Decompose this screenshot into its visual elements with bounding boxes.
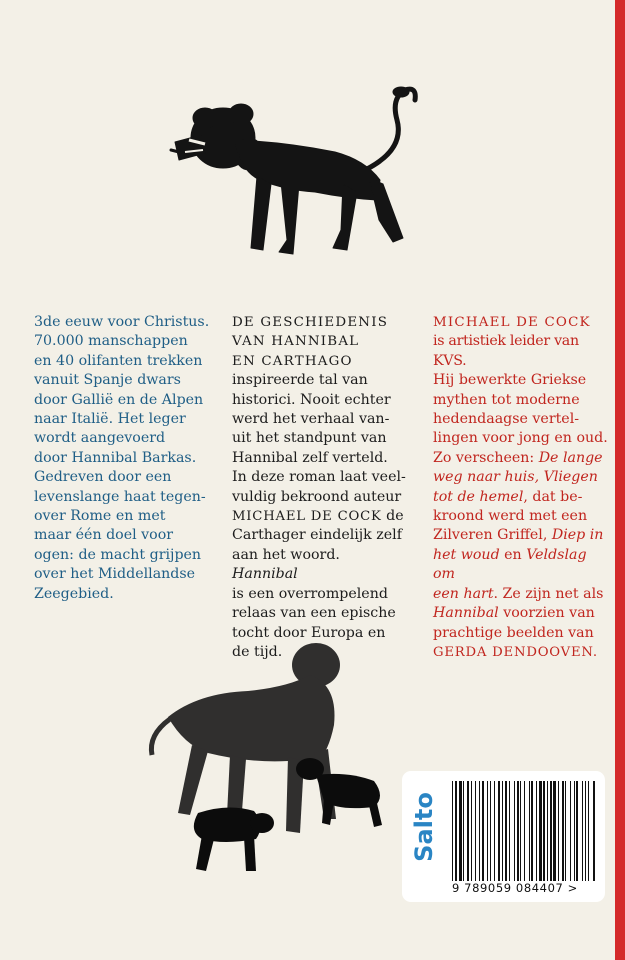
synopsis-line: over Rome en met xyxy=(34,508,166,525)
author-bio-heading: MICHAEL DE COCK xyxy=(433,315,591,330)
barcode-bar xyxy=(553,781,556,881)
bio-line: mythen tot moderne xyxy=(433,391,580,408)
isbn-number: 9 789059 084407 > xyxy=(452,881,578,895)
barcode-bar xyxy=(574,781,575,881)
barcode-bar xyxy=(459,781,462,881)
bio-line: is artistiek leider van KVS. xyxy=(433,333,579,369)
barcode-bar xyxy=(536,781,537,881)
bio-book-title: tot de hemel xyxy=(433,488,524,505)
barcode-bar xyxy=(562,781,564,881)
barcode-bar xyxy=(539,781,542,881)
barcode-bar xyxy=(588,781,589,881)
bio-book-title: het woud xyxy=(433,546,500,563)
barcode-bar xyxy=(565,781,566,881)
bio-text: en xyxy=(499,546,527,563)
history-line: tocht door Europa en xyxy=(232,624,386,641)
history-line: is een overrompelend xyxy=(232,585,388,602)
synopsis-line: door Hannibal Barkas. xyxy=(34,449,197,466)
barcode-bar xyxy=(593,781,595,881)
bio-line xyxy=(433,468,613,487)
synopsis-line: en 40 olifanten trekken xyxy=(34,352,203,369)
synopsis-line: Zeegebied. xyxy=(34,585,114,602)
bio-book-title: Diep in xyxy=(551,527,604,544)
bio-line xyxy=(433,449,613,468)
synopsis-line: maar één doel voor xyxy=(34,527,174,544)
barcode-bar xyxy=(529,781,530,881)
bio-text: Zilveren Griffel, xyxy=(433,527,552,544)
publisher-logo xyxy=(408,791,440,863)
barcode-bar xyxy=(498,781,500,881)
bio-line: prachtige beelden van xyxy=(433,624,594,641)
barcode-bar xyxy=(547,781,548,881)
bio-book-title: De lange xyxy=(538,449,603,466)
synopsis-line: wordt aangevoerd xyxy=(34,430,166,447)
illustrator-name: GERDA DENDOOVEN. xyxy=(433,644,598,660)
bio-line xyxy=(433,546,613,585)
bio-line xyxy=(433,488,613,507)
history-line: historici. Nooit echter xyxy=(232,391,391,408)
barcode-bar xyxy=(585,781,586,881)
history-text: de xyxy=(381,508,404,525)
barcode-bar xyxy=(517,781,519,881)
barcode-bar xyxy=(463,781,464,881)
barcode-bar xyxy=(482,781,484,881)
history-line: vuldig bekroond auteur xyxy=(232,488,402,505)
history-heading-line: DE GESCHIEDENIS xyxy=(232,315,389,330)
bio-text: voorzien van xyxy=(498,605,595,622)
book-title: Hannibal xyxy=(232,566,298,583)
bio-text: , dat be- xyxy=(523,488,583,505)
history-line-author xyxy=(232,507,417,526)
barcode-bar xyxy=(505,781,507,881)
barcode-bar xyxy=(570,781,571,881)
barcode-bar xyxy=(494,781,495,881)
barcode-bar xyxy=(471,781,472,881)
history-heading-line: EN CARTHAGO xyxy=(232,353,353,369)
barcode-bar xyxy=(582,781,583,881)
bio-book-title: Veldslag om xyxy=(433,546,587,583)
synopsis-line: 3de eeuw voor Christus. xyxy=(34,314,210,330)
barcode-bar xyxy=(502,781,503,881)
history-line-title xyxy=(232,565,417,584)
history-column xyxy=(232,313,417,662)
isbn-barcode xyxy=(450,781,598,883)
bio-text: . Ze zijn net als xyxy=(493,585,604,602)
lioness-and-cubs-illustration xyxy=(138,635,398,895)
synopsis-line: naar Italië. Het leger xyxy=(34,411,186,428)
barcode-bar xyxy=(524,781,525,881)
history-line: de tijd. xyxy=(232,643,283,660)
synopsis-line: 70.000 manschappen xyxy=(34,333,188,350)
synopsis-line: vanuit Spanje dwars xyxy=(34,372,181,389)
history-heading-line: VAN HANNIBAL xyxy=(232,334,360,350)
bio-book-title: een hart xyxy=(433,585,494,602)
history-line: uit het standpunt van xyxy=(232,430,387,447)
synopsis-line: ogen: de macht grijpen xyxy=(34,546,202,563)
author-name: MICHAEL DE COCK xyxy=(232,509,382,525)
synopsis-line: over het Middellandse xyxy=(34,566,196,583)
lion-illustration xyxy=(165,80,455,280)
barcode-bar xyxy=(558,781,559,881)
barcode-bar xyxy=(514,781,515,881)
bio-line: lingen voor jong en oud. xyxy=(433,430,608,447)
barcode-bar xyxy=(490,781,491,881)
history-line: Hannibal zelf verteld. xyxy=(232,449,388,466)
barcode-bar xyxy=(550,781,552,881)
bio-line xyxy=(433,585,613,604)
red-spine-bar xyxy=(615,0,625,960)
bio-book-title: weg naar huis, Vliegen xyxy=(433,469,598,486)
barcode-bar xyxy=(509,781,510,881)
barcode-bar xyxy=(455,781,457,881)
bio-line: hedendaagse vertel- xyxy=(433,411,580,428)
history-line: Carthager eindelijk zelf xyxy=(232,527,402,544)
barcode-bar xyxy=(479,781,480,881)
barcode-bar xyxy=(452,781,453,881)
barcode-bar xyxy=(543,781,545,881)
author-bio-column xyxy=(433,313,613,662)
bio-line xyxy=(433,604,613,623)
synopsis-column xyxy=(34,313,219,604)
barcode-bar xyxy=(487,781,488,881)
bio-line: Hij bewerkte Griekse xyxy=(433,372,587,389)
bio-line xyxy=(433,526,613,545)
barcode-bar xyxy=(467,781,469,881)
history-line: relaas van een epische xyxy=(232,605,396,622)
history-line: In deze roman laat veel- xyxy=(232,469,406,486)
barcode-bar xyxy=(520,781,521,881)
bio-line: kroond werd met een xyxy=(433,508,588,525)
synopsis-line: door Gallië en de Alpen xyxy=(34,391,204,408)
bio-text: Zo verscheen: xyxy=(433,449,539,466)
barcode-bar xyxy=(531,781,533,881)
bio-book-title: Hannibal xyxy=(433,605,499,622)
publisher-name: Salto xyxy=(410,792,439,862)
synopsis-line: levenslange haat tegen- xyxy=(34,488,206,505)
history-line: inspireerde tal van xyxy=(232,372,368,389)
barcode-bar xyxy=(576,781,578,881)
synopsis-line: Gedreven door een xyxy=(34,469,172,486)
history-line: werd het verhaal van- xyxy=(232,411,390,428)
history-line: aan het woord. xyxy=(232,546,340,563)
barcode-bar xyxy=(475,781,476,881)
